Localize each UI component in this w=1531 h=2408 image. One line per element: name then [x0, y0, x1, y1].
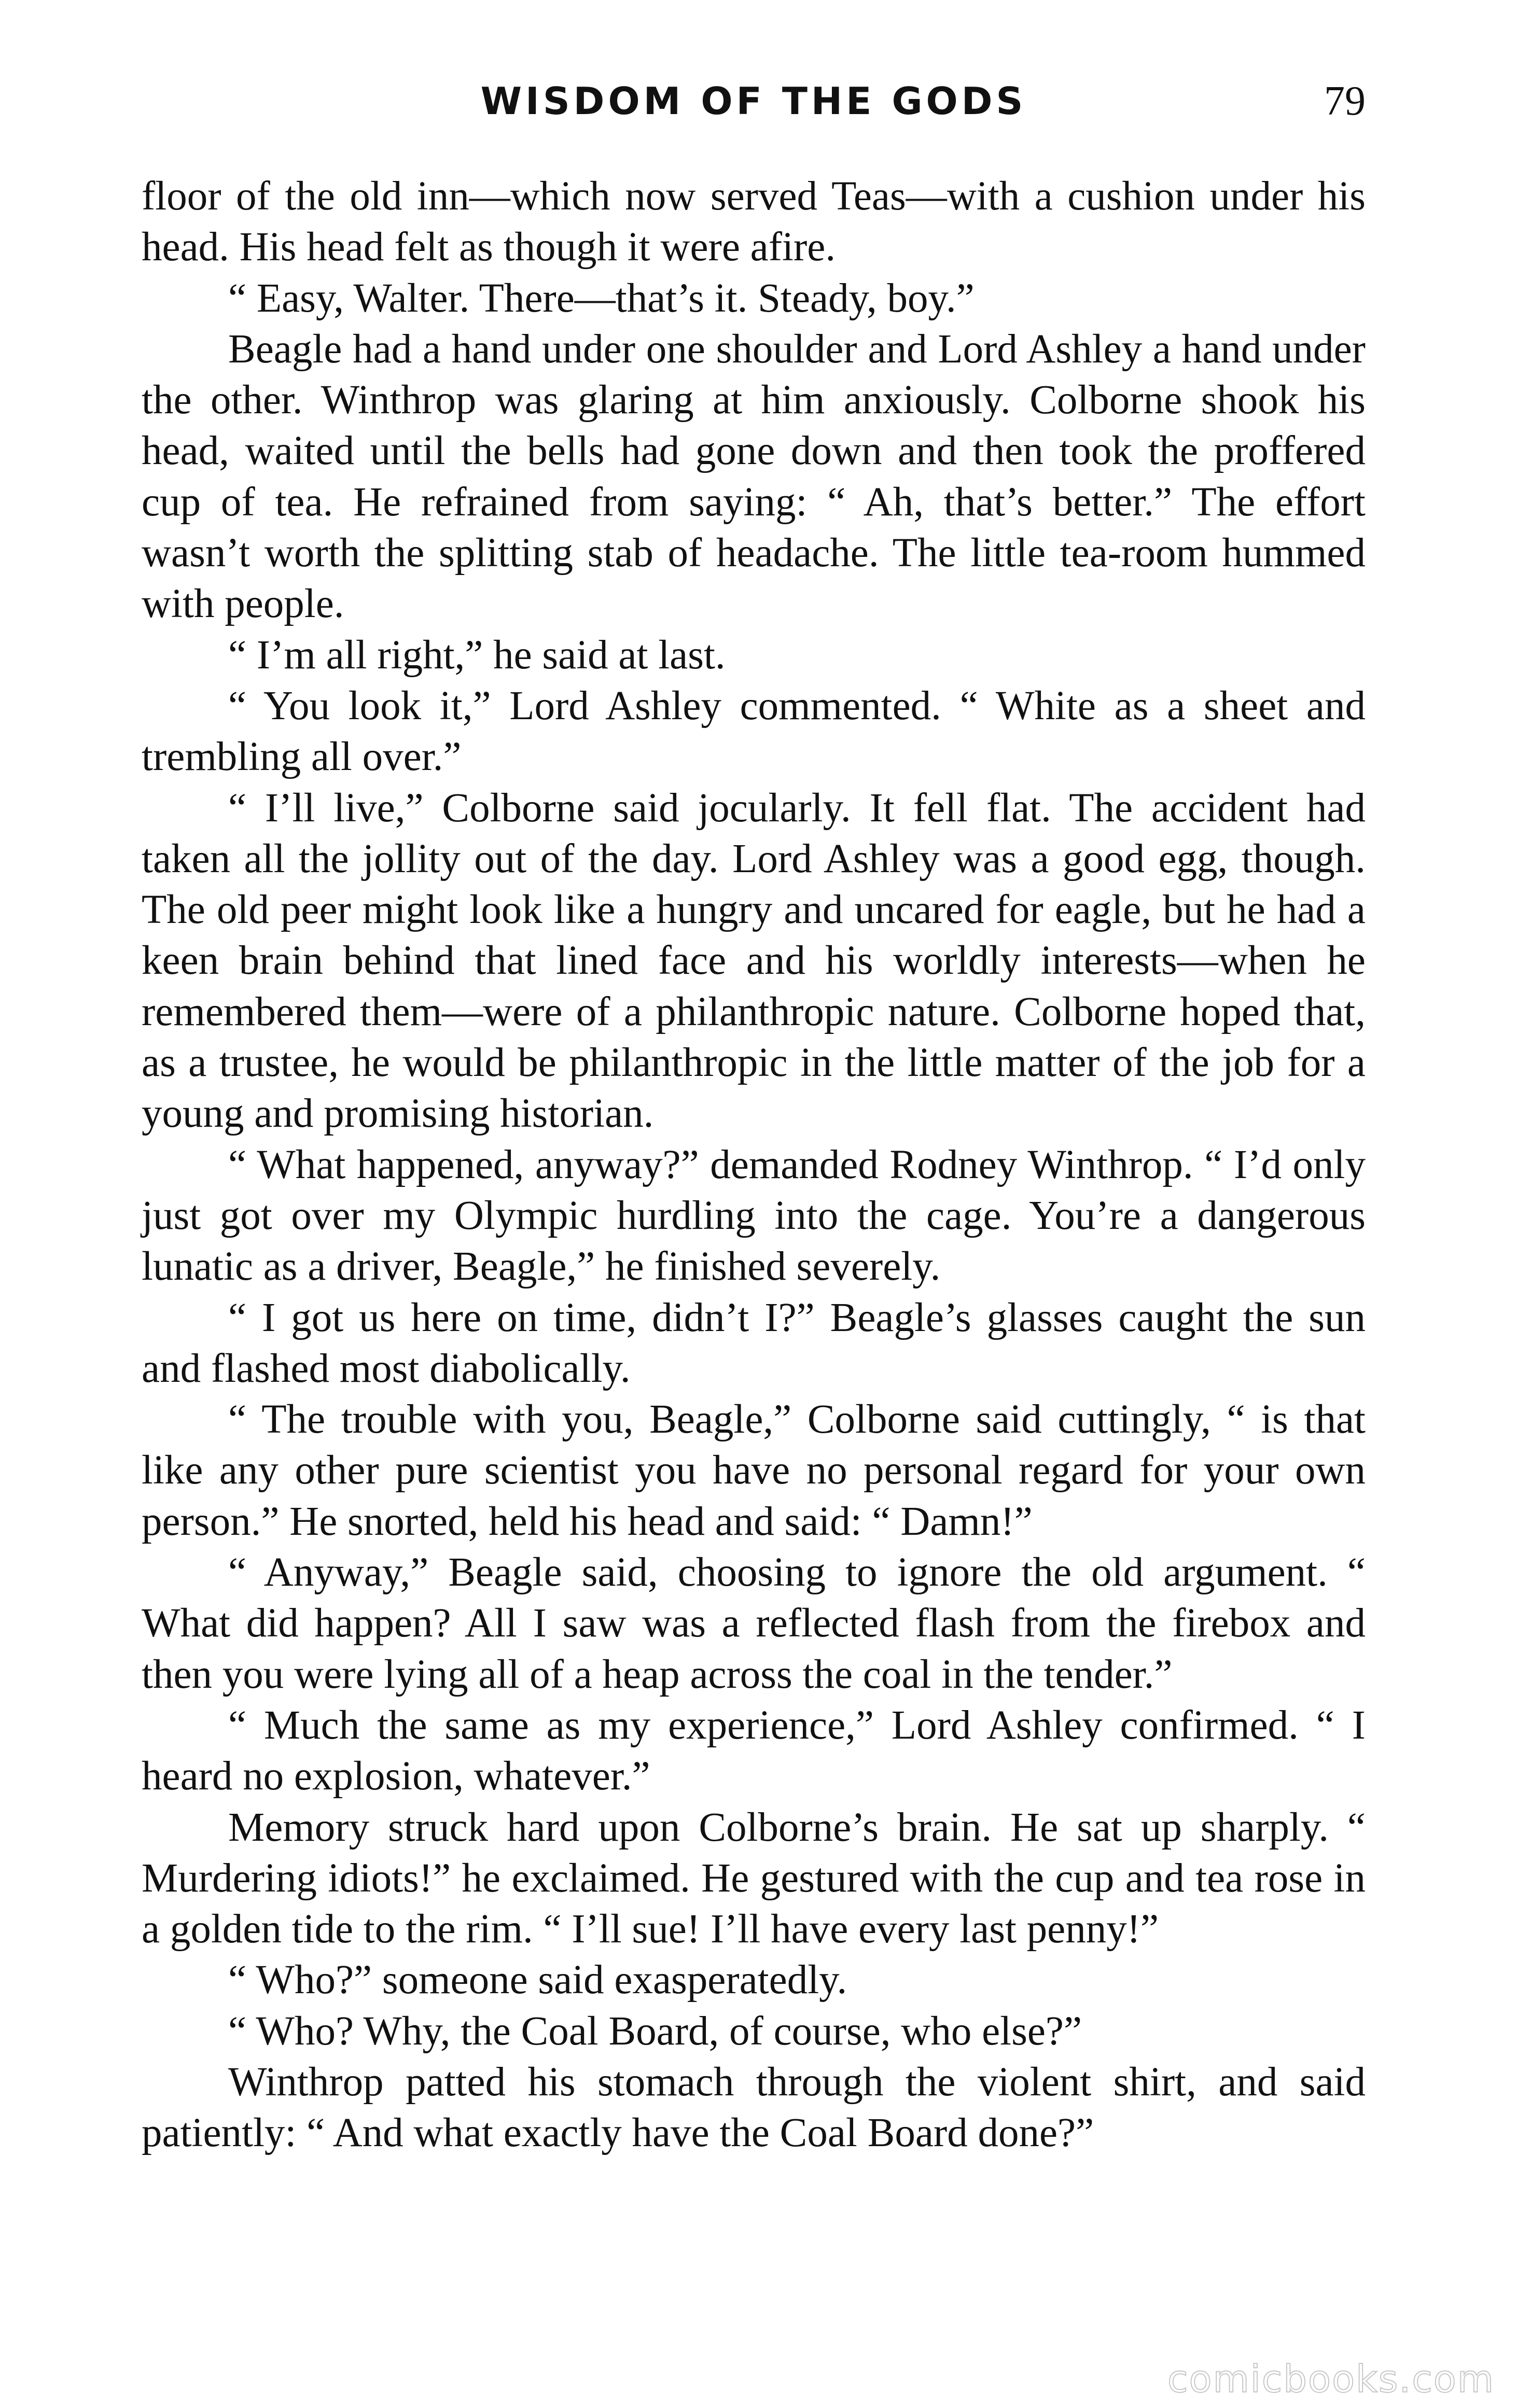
- paragraph: Winthrop patted his stomach through the violent shirt, and said patiently: “ And what exactly have the Coal Board done?”: [142, 2059, 1366, 2156]
- paragraph: floor of the old inn—which now served Teas—with a cushion under his head. His head felt as though it were afire.: [142, 174, 1366, 270]
- watermark: comicbooks.com: [1167, 2357, 1495, 2401]
- paragraph: “ I got us here on time, didn’t I?” Beagle’s glasses caught the sun and flashed most diabolically.: [142, 1295, 1366, 1391]
- running-title: WISDOM OF THE GODS: [480, 79, 1027, 123]
- paragraph: “ Easy, Walter. There—that’s it. Steady, boy.”: [228, 275, 975, 321]
- paragraph: “ Who? Why, the Coal Board, of course, who else?”: [228, 2008, 1082, 2054]
- paragraph: “ Much the same as my experience,” Lord Ashley confirmed. “ I heard no explosion, whatever.”: [142, 1702, 1366, 1799]
- page-number: 79: [1324, 78, 1366, 124]
- paragraph: “ What happened, anyway?” demanded Rodney Winthrop. “ I’d only just got over my Olympic hurdling into the cage. You’re a dangerous lunatic as a driver, Beagle,” he finished severely.: [142, 1142, 1366, 1290]
- body-text: [142, 171, 1366, 2159]
- paragraph: “ The trouble with you, Beagle,” Colborne said cuttingly, “ is that like any other pure scientist you have no personal regard for your own person.” He snorted, held his head and said: “ Damn!”: [142, 1397, 1366, 1544]
- paragraph: “ Who?” someone said exasperatedly.: [228, 1957, 847, 2003]
- paragraph: “ I’ll live,” Colborne said jocularly. It fell flat. The accident had taken all the jollity out of the day. Lord Ashley was a good egg, though. The old peer might look like a hungry and uncared for eagle, but he had a keen brain behind that lined face and his worldly interests—when he remembered them—were of a philanthropic nature. Colborne hoped that, as a trustee, he would be philanthropic in the little matter of the job for a young and promising historian.: [142, 785, 1366, 1137]
- paragraph: Memory struck hard upon Colborne’s brain. He sat up sharply. “ Murdering idiots!” he exclaimed. He gestured with the cup and tea rose in a golden tide to the rim. “ I’ll sue! I’ll have every last penny!”: [142, 1804, 1366, 1952]
- paragraph: “ You look it,” Lord Ashley commented. “ White as a sheet and trembling all over.”: [142, 683, 1366, 780]
- paragraph: Beagle had a hand under one shoulder and Lord Ashley a hand under the other. Winthrop was glaring at him anxiously. Colborne shook his head, waited until the bells had gone down and then took the proffered cup of tea. He refrained from saying: “ Ah, that’s better.” The effort wasn’t worth the splitting stab of headache. The little tea-room hummed with people.: [142, 326, 1366, 627]
- paragraph: “ Anyway,” Beagle said, choosing to ignore the old argument. “ What did happen? All I saw was a reflected flash from the firebox and then you were lying all of a heap across the coal in the tender.”: [142, 1550, 1366, 1697]
- paragraph: “ I’m all right,” he said at last.: [228, 632, 726, 678]
- running-head: [142, 73, 1366, 130]
